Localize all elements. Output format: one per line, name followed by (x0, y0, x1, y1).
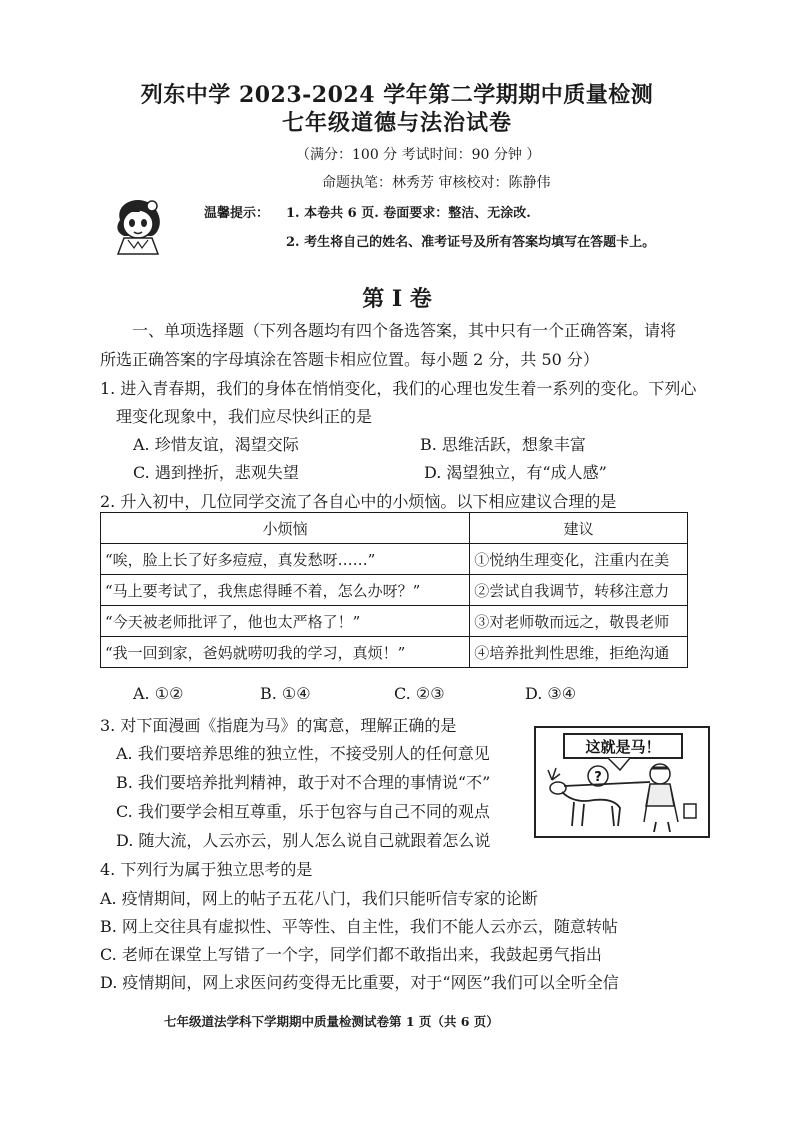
q3-option-d: D. 随大流，人云亦云，别人怎么说自己就跟着怎么说 (116, 831, 491, 850)
q1-option-b: B. 思维活跃，想象丰富 (420, 435, 586, 454)
exam-subtitle: 七年级道德与法治试卷 (281, 110, 512, 136)
tip-2: 2. 考生将自己的姓名、准考证号及所有答案均填写在答题卡上。 (286, 235, 656, 250)
q4-option-d: D. 疫情期间，网上求医问药变得无比重要，对于“网医”我们可以全听全信 (100, 973, 619, 992)
table-cell-advice: ④培养批判性思维，拒绝沟通 (470, 637, 688, 668)
q4-option-b: B. 网上交往具有虚拟性、平等性、自主性，我们不能人云亦云，随意转帖 (100, 917, 618, 936)
table-row (101, 606, 688, 637)
q2-table (100, 512, 688, 668)
table-cell-advice: ②尝试自我调节，转移注意力 (470, 575, 688, 606)
q1-stem-line2: 理变化现象中，我们应尽快纠正的是 (116, 407, 373, 426)
table-cell-worry: “今天被老师批评了，他也太严格了！” (101, 606, 470, 637)
table-row (101, 544, 688, 575)
q2-option-a: A. ①② (133, 684, 184, 703)
q3-option-c: C. 我们要学会相互尊重，乐于包容与自己不同的观点 (116, 802, 490, 821)
table-cell-advice: ①悦纳生理变化，注重内在美 (470, 544, 688, 575)
q4-option-c: C. 老师在课堂上写错了一个字，同学们都不敢指出来，我鼓起勇气指出 (100, 945, 602, 964)
q4-stem: 4. 下列行为属于独立思考的是 (100, 860, 313, 879)
section-instruction-line1: 一、单项选择题（下列各题均有四个备选答案，其中只有一个正确答案，请将 (132, 321, 677, 340)
q1-stem-line1: 1. 进入青春期，我们的身体在悄悄变化，我们的心理也发生着一系列的变化。下列心 (100, 379, 697, 398)
table-cell-advice: ③对老师敬而远之，敬畏老师 (470, 606, 688, 637)
cartoon-question-mark: ? (594, 770, 602, 785)
q4-option-a: A. 疫情期间，网上的帖子五花八门，我们只能听信专家的论断 (100, 889, 538, 908)
q3-option-a: A. 我们要培养思维的独立性，不接受别人的任何意见 (116, 744, 490, 763)
q1-option-a: A. 珍惜友谊，渴望交际 (133, 435, 299, 454)
q3-option-b: B. 我们要培养批判精神，敢于对不合理的事情说“不” (116, 773, 491, 792)
q1-option-d: D. 渴望独立，有“成人感” (424, 463, 607, 482)
table-row (101, 637, 688, 668)
q1-option-c: C. 遇到挫折，悲观失望 (133, 463, 299, 482)
section-instruction-line2: 所选正确答案的字母填涂在答题卡相应位置。每小题 2 分，共 50 分） (100, 350, 599, 369)
page-footer: 七年级道法学科下学期期中质量检测试卷第 1 页（共 6 页） (164, 1014, 499, 1029)
q3-stem: 3. 对下面漫画《指鹿为马》的寓意，理解正确的是 (100, 716, 457, 735)
volume-title: 第 I 卷 (362, 286, 432, 312)
table-header-worry: 小烦恼 (101, 513, 470, 544)
table-header-row (101, 513, 688, 544)
table-header-advice: 建议 (470, 513, 688, 544)
deer-and-man-cartoon-icon (534, 726, 710, 838)
q2-option-d: D. ③④ (525, 684, 577, 703)
score-time-info: （满分：100 分 考试时间：90 分钟 ） (296, 147, 541, 163)
author-info: 命题执笔：林秀芳 审核校对：陈静伟 (322, 175, 551, 191)
tip-1: 1. 本卷共 6 页. 卷面要求：整洁、无涂改. (286, 206, 531, 221)
table-cell-worry: “我一回到家，爸妈就唠叨我的学习，真烦！” (101, 637, 470, 668)
exam-title: 列东中学 2023-2024 学年第二学期期中质量检测 (140, 82, 654, 108)
q2-option-b: B. ①④ (260, 684, 311, 703)
q2-stem: 2. 升入初中，几位同学交流了各自心中的小烦恼。以下相应建议合理的是 (100, 492, 617, 511)
table-cell-worry: “马上要考试了，我焦虑得睡不着，怎么办呀？” (101, 575, 470, 606)
table-row (101, 575, 688, 606)
tips-label: 温馨提示： (204, 206, 270, 221)
cartoon-girl-icon (106, 190, 170, 256)
table-cell-worry: “唉，脸上长了好多痘痘，真发愁呀……” (101, 544, 470, 575)
q2-option-c: C. ②③ (394, 684, 445, 703)
cartoon-caption: 这就是马！ (585, 738, 661, 756)
